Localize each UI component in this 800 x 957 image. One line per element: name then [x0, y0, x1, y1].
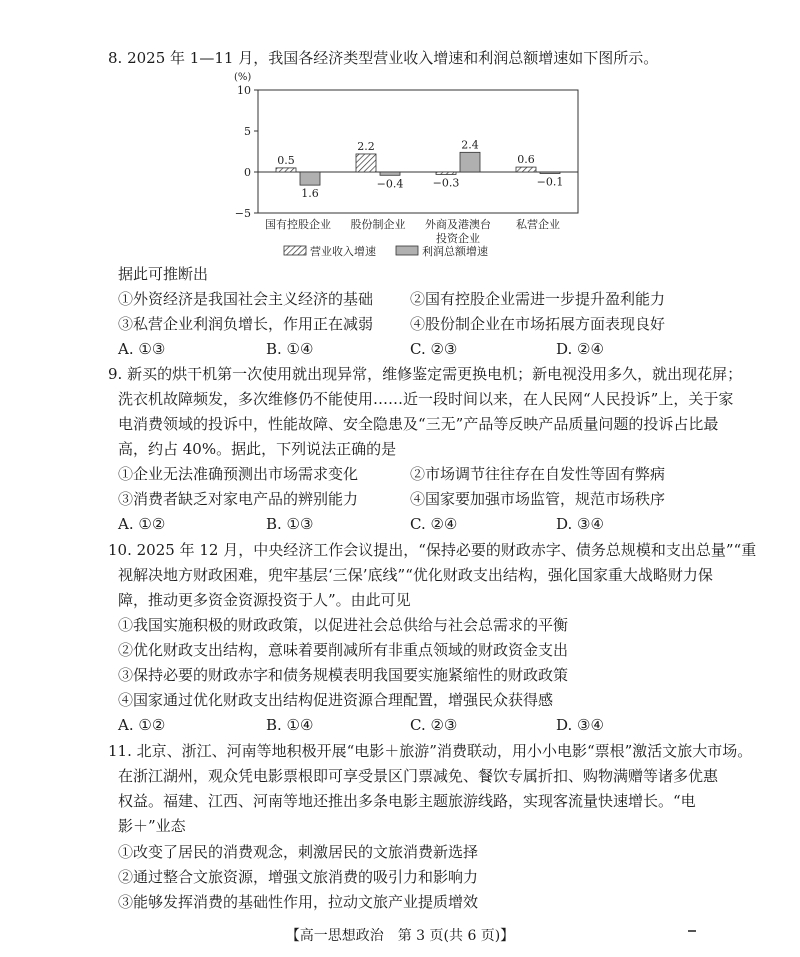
q10-choice-a: A. ①②: [118, 716, 166, 734]
bar-revenue: [436, 172, 456, 174]
q10-statement-4: ④国家通过优化财政支出结构促进资源合理配置，增强民众获得感: [118, 691, 554, 709]
q10-statement-1: ①我国实施积极的财政政策，以促进社会总供给与社会总需求的平衡: [118, 616, 569, 634]
q10-stem-line-2: 视解决地方财政困难，兜牢基层‘三保’底线”“优化财政支出结构，强化国家重大战略财力保: [118, 566, 713, 584]
category-label: 私营企业: [516, 218, 560, 231]
y-tick-label: −5: [234, 207, 251, 220]
bar-revenue: [516, 167, 536, 172]
q9-stem-line-3: 电消费领域的投诉中，性能故障、安全隐患及“三无”产品等反映产品质量问题的投诉占比最: [118, 415, 719, 433]
q10-choice-d: D. ③④: [556, 716, 604, 734]
q8-statement-1: ①外资经济是我国社会主义经济的基础: [118, 290, 374, 308]
q8-choice-b: B. ①④: [266, 340, 314, 358]
q8-choice-a: A. ①③: [118, 340, 166, 358]
q9-choice-a: A. ①②: [118, 515, 166, 533]
bar-value-label: 2.4: [461, 138, 479, 152]
q11-stem-line-3: 权益。福建、江西、河南等地还推出多条电影主题旅游线路，实现客流量快速增长。“电: [118, 792, 696, 810]
y-tick-label: 0: [244, 166, 251, 179]
q11-statement-1: ①改变了居民的消费观念，刺激居民的文旅消费新选择: [118, 843, 479, 861]
bar-revenue: [276, 168, 296, 172]
q9-choice-c: C. ②④: [410, 515, 458, 533]
q9-stem-line-1: 9. 新买的烘干机第一次使用就出现异常，维修鉴定需更换电机；新电视没用多久，就出现花屏；: [108, 365, 743, 383]
bar-value-label: −0.4: [376, 177, 404, 191]
q10-statement-2: ②优化财政支出结构，意味着要削减所有非重点领域的财政资金支出: [118, 641, 569, 659]
q8-choice-c: C. ②③: [410, 340, 458, 358]
q11-statement-2: ②通过整合文旅资源，增强文旅消费的吸引力和影响力: [118, 868, 479, 886]
category-label: 国有控股企业: [265, 218, 331, 231]
y-axis-unit: (%): [234, 72, 252, 83]
legend-swatch-revenue: [284, 246, 306, 255]
q10-choice-c: C. ②③: [410, 716, 458, 734]
q11-statement-3: ③能够发挥消费的基础性作用，拉动文旅产业提质增效: [118, 893, 479, 911]
category-sublabel: 投资企业: [436, 232, 480, 245]
q9-statement-2: ②市场调节往往存在自发性等固有弊病: [410, 465, 666, 483]
q9-statement-1: ①企业无法准确预测出市场需求变化: [118, 465, 359, 483]
q8-choice-d: D. ②④: [556, 340, 604, 358]
bar-value-label: −0.1: [536, 175, 564, 189]
q10-choice-b: B. ①④: [266, 716, 314, 734]
bar-value-label: 0.5: [277, 153, 295, 167]
page-footer: 【高一思想政治 第 3 页(共 6 页)】: [285, 928, 515, 944]
q8-lead: 据此可推断出: [118, 265, 209, 283]
y-axis-ticks: [235, 84, 258, 220]
legend-label-profit: 利润总额增速: [422, 245, 488, 258]
q8-statement-2: ②国有控股企业需进一步提升盈利能力: [410, 290, 666, 308]
y-tick-label: 10: [237, 84, 251, 97]
bar-value-label: 0.6: [517, 153, 535, 167]
q9-statement-4: ④国家要加强市场监管，规范市场秩序: [410, 490, 666, 508]
q8-statement-4: ④股份制企业在市场拓展方面表现良好: [410, 315, 666, 333]
q9-statement-3: ③消费者缺乏对家电产品的辨别能力: [118, 490, 359, 508]
chart-frame: [234, 72, 578, 213]
x-axis-categories: [265, 217, 560, 245]
q9-stem-line-4: 高，约占 40%。据此，下列说法正确的是: [118, 440, 397, 458]
q11-stem-line-1: 11. 北京、浙江、河南等地积极开展“电影＋旅游”消费联动，用小小电影“票根”激活文旅大市场。: [108, 742, 753, 760]
bar-profit: [460, 152, 480, 172]
bar-value-label: 2.2: [357, 139, 375, 153]
bar-profit: [380, 172, 400, 175]
y-tick-label: 5: [244, 125, 251, 138]
legend-label-revenue: 营业收入增速: [310, 245, 376, 258]
q8-stem: 8. 2025 年 1—11 月，我国各经济类型营业收入增速和利润总额增速如下图所示。: [108, 49, 659, 67]
q11-stem-line-2: 在浙江湖州，观众凭电影票根即可享受景区门票减免、餐饮专属折扣、购物满赠等诸多优惠: [118, 767, 719, 785]
q8-chart: [224, 68, 584, 268]
q8-statement-3: ③私营企业利润负增长，作用正在减弱: [118, 315, 374, 333]
category-label: 外商及港澳台: [425, 218, 491, 231]
chart-legend: [284, 244, 488, 258]
q9-stem-line-2: 洗衣机故障频发，多次维修仍不能使用……近一段时间以来，在人民网“人民投诉”上，关于家: [118, 390, 734, 408]
category-label: 股份制企业: [350, 218, 406, 231]
bar-profit: [300, 172, 320, 185]
q9-choice-b: B. ①③: [266, 515, 314, 533]
bar-chart: [224, 68, 584, 268]
bar-revenue: [356, 154, 376, 172]
bar-value-label: −0.3: [432, 176, 460, 190]
legend-swatch-profit: [396, 246, 418, 255]
q9-choice-d: D. ③④: [556, 515, 604, 533]
bar-profit: [540, 172, 560, 174]
q11-stem-line-4: 影＋”业态: [118, 817, 186, 835]
q10-stem-line-3: 障，推动更多资金资源投资于人”。由此可见: [118, 591, 411, 609]
q10-statement-3: ③保持必要的财政赤字和债务规模表明我国要实施紧缩性的财政政策: [118, 666, 569, 684]
q10-stem-line-1: 10. 2025 年 12 月，中央经济工作会议提出，“保持必要的财政赤字、债务总规模和支出总量”“重: [108, 541, 757, 559]
corner-mark: [688, 930, 696, 932]
bar-value-label: 1.6: [301, 187, 319, 201]
